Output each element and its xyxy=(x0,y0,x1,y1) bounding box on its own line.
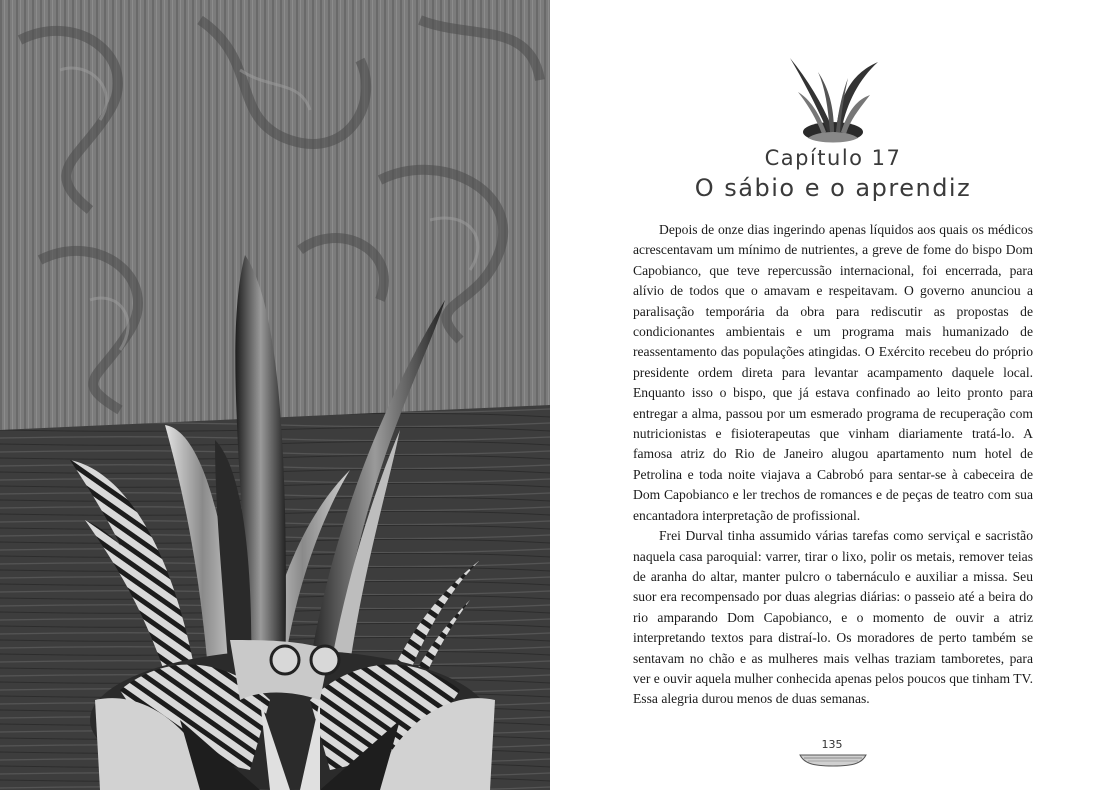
feather-ornament-icon xyxy=(778,50,888,150)
chapter-body xyxy=(633,220,1033,710)
chapter-label: Capítulo 17 xyxy=(764,146,902,170)
boat-icon xyxy=(798,751,868,769)
page-number: 135 xyxy=(821,738,843,751)
paragraph: Frei Durval tinha assumido várias tarefas como serviçal e sacristão naquela casa paroquial: varrer, tirar o lixo, polir os metais, remover teias de aranha do altar, manter pulcro o tabernáculo e auxiliar a missa. Seu suor era recompensado por duas alegrias diárias: o passeio até a beira do rio amparando Dom Capobianco, e o momento de ouvir a atriz interpretando textos para distraí-lo. Os moradores de perto também se sentavam no chão e as mulheres mais velhas traziam tamboretes, para ver e ouvir aquela mulher conhecida apenas pelos poucos que tinham TV. Essa alegria durou menos de duas semanas. xyxy=(633,528,1033,707)
chapter-title: O sábio e o aprendiz xyxy=(694,174,972,202)
text-page xyxy=(550,0,1100,790)
paragraph: Depois de onze dias ingerindo apenas líquidos aos quais os médicos acrescentavam um mínimo de nutrientes, a greve de fome do bispo Dom Capobianco, que teve repercussão internacional, foi encerrada, para alívio de todos que o amavam e respeitavam. O governo anunciou a paralisação temporária da obra para rediscutir as propostas de condicionantes ambientais e um programa mais humanizado de reassentamento das populações atingidas. O Exército recebeu do próprio presidente ordem direta para levantar acampamento daquele local. Enquanto isso o bispo, que já estava confinado ao leito pronto para entregar a alma, passou por um esmerado programa de recuperação com nutricionistas e fisioterapeutas que vinham diariamente tratá-lo. A famosa atriz do Rio de Janeiro alugou apartamento num hotel de Petrolina e toda noite viajava a Cabrobó para sentar-se à cabeceira de Dom Capobianco e ler trechos de romances e de peças de teatro com sua encantadora interpretação de profissional. xyxy=(633,222,1033,523)
